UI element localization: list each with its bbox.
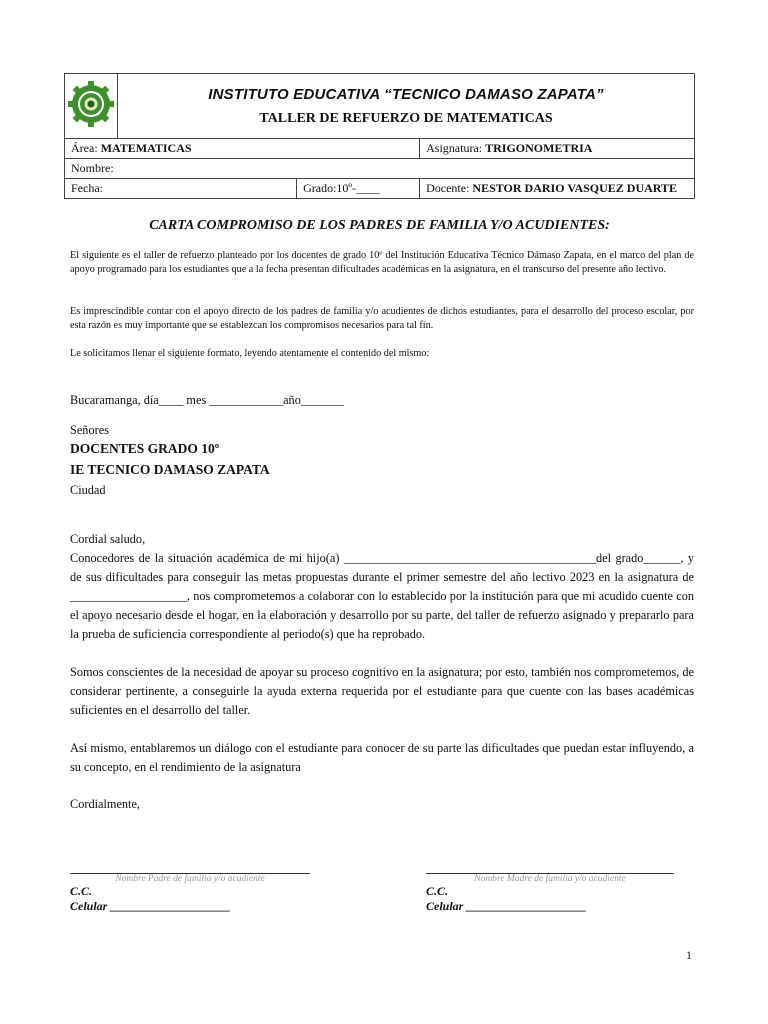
nombre-label: Nombre: (71, 161, 114, 175)
area-cell (65, 139, 420, 159)
recipient-line-1: DOCENTES GRADO 10º (70, 441, 220, 456)
docente-cell (420, 179, 695, 199)
signature-block-mother (426, 873, 674, 914)
celular-label: Celular ____________________ (426, 899, 587, 913)
school-gear-logo (66, 79, 116, 129)
intro-paragraph-1: El siguiente es el taller de refuerzo planteado por los docentes de grado 10º del Institución Educativa Técnico Dámaso Zapata, en el marco del plan de apoyo programado para los estudiantes que a la fecha presentan dificultades académicas en la asignatura, en el transcurso del presente año lectivo. (70, 250, 694, 275)
area-value: MATEMATICAS (100, 141, 192, 155)
workshop-title: TALLER DE REFUERZO DE MATEMATICAS (259, 110, 553, 126)
cc-label: C.C. (426, 884, 449, 898)
body-paragraph-2: Somos conscientes de la necesidad de apoyar su proceso cognitivo en la asignatura; por esto, también nos comprometemos, de considerar pertinente, a conseguirle la ayuda externa requerida por el estudiante para que cuente con las bases académicas suficientes en el desarrollo del taller. (70, 665, 694, 717)
closing: Cordialmente, (70, 797, 141, 811)
grado-cell (297, 179, 420, 199)
recipient-line-2: IE TECNICO DAMASO ZAPATA (70, 462, 270, 477)
greeting: Cordial saludo, (70, 532, 146, 546)
grado-label: Grado:10º-____ (303, 181, 381, 195)
intro-paragraph-3: Le solicitamos llenar el siguiente formato, leyendo atentamente el contenido del mismo: (70, 348, 430, 359)
asignatura-value: TRIGONOMETRIA (485, 141, 593, 155)
nombre-cell (65, 159, 695, 179)
recipient-city: Ciudad (70, 483, 106, 497)
area-label: Área: (71, 141, 101, 155)
header-table (64, 73, 695, 199)
recipient-senores: Señores (70, 423, 109, 437)
signature-caption: Nombre Madre de familia y/o acudiente (474, 874, 626, 884)
docente-label: Docente: (426, 181, 473, 195)
body-paragraph-1: Conocedores de la situación académica de mi hijo(a) _________________________________________del grado______, y de sus dificultades para conseguir las metas propuestas durante el primer semestre del año lectivo 2023 en la asignatura de ___________________, nos comprometemos a colaborar con lo establecido por la institución para que mi acudido cuente con el apoyo necesario desde el hogar, en la elaboración y desarrollo por su parte, del taller de refuerzo asignado y prepararlo para la prueba de suficiencia correspondiente al periodo(s) que ha reprobado. (70, 551, 694, 641)
signature-block-father (70, 873, 310, 914)
intro-paragraph-2: Es imprescindible contar con el apoyo directo de los padres de familia y/o acudientes de dichos estudiantes, para el desarrollo del proceso escolar, por esta razón es muy importante que se establezcan los compromisos necesarios para tal fin. (70, 306, 694, 331)
asignatura-label: Asignatura: (426, 141, 486, 155)
fecha-label: Fecha: (71, 181, 103, 195)
fecha-cell (65, 179, 297, 199)
title-cell (118, 74, 695, 139)
letter-title: CARTA COMPROMISO DE LOS PADRES DE FAMILIA Y/O ACUDIENTES: (149, 218, 610, 233)
logo-cell (65, 74, 118, 139)
signature-caption: Nombre Padre de familia y/o acudiente (115, 874, 265, 884)
institution-name: INSTITUTO EDUCATIVA “TECNICO DAMASO ZAPATA” (208, 85, 604, 103)
asignatura-cell (420, 139, 695, 159)
date-line: Bucaramanga, día____ mes ____________año_______ (70, 393, 344, 407)
celular-label: Celular ____________________ (70, 899, 231, 913)
docente-value: NESTOR DARIO VASQUEZ DUARTE (472, 181, 678, 195)
cc-label: C.C. (70, 884, 93, 898)
body-paragraph-3: Así mismo, entablaremos un diálogo con el estudiante para conocer de su parte las dificultades que puedan estar influyendo, a su concepto, en el rendimiento de la asignatura (70, 741, 694, 774)
page-number: 1 (686, 948, 692, 962)
